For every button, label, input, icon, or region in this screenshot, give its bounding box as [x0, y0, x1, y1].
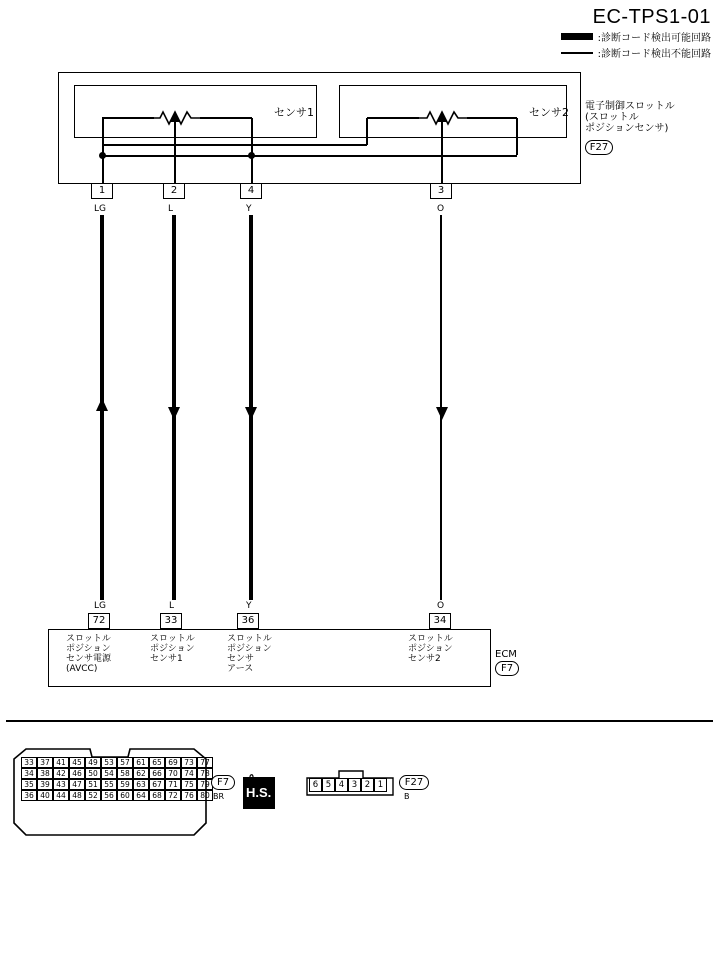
- sensor-wire-color-4: Y: [246, 204, 252, 214]
- footer-tps-connector-color: B: [404, 792, 410, 801]
- pin-cell: 40: [37, 790, 53, 801]
- ecm-terminal-desc-33: [150, 634, 230, 664]
- pin-cell: 79: [197, 779, 213, 790]
- section-divider: [6, 720, 713, 722]
- power-bus-line: [102, 155, 517, 157]
- ecm-terminal-desc-72: [66, 634, 146, 674]
- pin-cell: 67: [149, 779, 165, 790]
- ecm-terminal-desc-36: [227, 634, 307, 674]
- arrow-up-icon: [94, 398, 110, 420]
- desc-line: センサ電源: [66, 654, 112, 664]
- pin-cell: 5: [322, 778, 335, 792]
- pin-cell: 52: [85, 790, 101, 801]
- legend-label: :診断コード検出不能回路: [597, 49, 711, 60]
- desc-line: アース: [227, 664, 254, 674]
- legend-item-detectable: [561, 30, 711, 43]
- pin-cell: 45: [69, 757, 85, 768]
- sensor-terminal-4: 4: [240, 183, 262, 199]
- pin-row: [21, 768, 213, 779]
- desc-line: センサ: [227, 654, 255, 664]
- desc-line: スロットル: [408, 634, 453, 644]
- pin-cell: 48: [69, 790, 85, 801]
- pin-cell: 65: [149, 757, 165, 768]
- pin-cell: 66: [149, 768, 165, 779]
- desc-line: ポジション: [66, 644, 111, 654]
- pin-cell: 77: [197, 757, 213, 768]
- component-name-line-2: (スロットル: [585, 112, 639, 123]
- pin-cell: 54: [101, 768, 117, 779]
- pin-cell: 70: [165, 768, 181, 779]
- internal-wire: [467, 117, 517, 119]
- pin-cell: 4: [335, 778, 348, 792]
- sensor-terminal-1: 1: [91, 183, 113, 199]
- pin-cell: 72: [165, 790, 181, 801]
- internal-wire: [251, 155, 253, 184]
- internal-wire: [516, 118, 518, 155]
- ecm-label: ECM: [495, 649, 517, 660]
- desc-line: スロットル: [150, 634, 195, 644]
- ecm-wire-color-34: O: [437, 601, 445, 611]
- tps-pin-row: [309, 778, 387, 792]
- pin-cell: 47: [69, 779, 85, 790]
- pin-cell: 42: [53, 768, 69, 779]
- ecm-terminal-33: 33: [160, 613, 182, 629]
- pin-cell: 56: [101, 790, 117, 801]
- pin-cell: 41: [53, 757, 69, 768]
- sensor-wire-color-3: O: [437, 204, 445, 214]
- desc-line: スロットル: [227, 634, 272, 644]
- pin-cell: 68: [149, 790, 165, 801]
- ecm-wire-color-36: Y: [246, 601, 252, 611]
- legend-thin-line-icon: [561, 52, 593, 54]
- footer-ecm-connector-id: F7: [211, 775, 235, 790]
- ecm-terminal-72: 72: [88, 613, 110, 629]
- sensor-wire-color-2: L: [168, 204, 174, 214]
- ecm-pin-grid: [21, 757, 213, 801]
- pin-cell: 53: [101, 757, 117, 768]
- component-name-line-1: 電子制御スロットル: [585, 101, 675, 112]
- desc-line: センサ2: [408, 654, 441, 664]
- desc-line: センサ1: [150, 654, 183, 664]
- pin-cell: 33: [21, 757, 37, 768]
- pin-row: [21, 790, 213, 801]
- connector-id-f27: F27: [585, 140, 613, 155]
- desc-line: スロットル: [66, 634, 111, 644]
- desc-line: (AVCC): [66, 664, 98, 674]
- internal-wire: [200, 117, 252, 119]
- pin-cell: 57: [117, 757, 133, 768]
- component-name-line-3: ポジションセンサ): [585, 123, 669, 134]
- pin-cell: 62: [133, 768, 149, 779]
- pin-cell: 50: [85, 768, 101, 779]
- legend-label: :診断コード検出可能回路: [597, 33, 711, 44]
- internal-wire: [102, 117, 154, 119]
- page-title: EC-TPS1-01: [592, 6, 711, 28]
- pin-cell: 46: [69, 768, 85, 779]
- pin-cell: 80: [197, 790, 213, 801]
- legend-thick-line-icon: [561, 33, 593, 40]
- ecm-wire-color-72: LG: [94, 601, 106, 611]
- pin-cell: 73: [181, 757, 197, 768]
- pin-cell: 51: [85, 779, 101, 790]
- pin-cell: 60: [117, 790, 133, 801]
- pin-cell: 76: [181, 790, 197, 801]
- pin-cell: 55: [101, 779, 117, 790]
- ecm-wire-color-33: L: [169, 601, 175, 611]
- pin-cell: 59: [117, 779, 133, 790]
- pin-cell: 2: [361, 778, 374, 792]
- pin-row: [21, 757, 213, 768]
- sensor1-label: センサ1: [274, 106, 314, 119]
- footer-ecm-connector-color: BR: [213, 792, 225, 801]
- pin-cell: 74: [181, 768, 197, 779]
- pin-cell: 34: [21, 768, 37, 779]
- pin-cell: 75: [181, 779, 197, 790]
- hs-label: H.S.: [246, 785, 272, 800]
- ecm-connector-id: F7: [495, 661, 519, 676]
- pin-cell: 69: [165, 757, 181, 768]
- pin-cell: 37: [37, 757, 53, 768]
- pin-cell: 71: [165, 779, 181, 790]
- internal-wire: [367, 117, 419, 119]
- sensor2-label: センサ2: [529, 106, 569, 119]
- pin-cell: 3: [348, 778, 361, 792]
- ecm-terminal-34: 34: [429, 613, 451, 629]
- desc-line: ポジション: [227, 644, 272, 654]
- pin-cell: 36: [21, 790, 37, 801]
- pin-cell: 35: [21, 779, 37, 790]
- pin-cell: 44: [53, 790, 69, 801]
- component-name: [585, 101, 675, 134]
- sensor-terminal-3: 3: [430, 183, 452, 199]
- pin-cell: 38: [37, 768, 53, 779]
- ecm-terminal-36: 36: [237, 613, 259, 629]
- pin-cell: 58: [117, 768, 133, 779]
- desc-line: ポジション: [408, 644, 453, 654]
- ground-bus-line: [102, 144, 367, 146]
- pin-cell: 49: [85, 757, 101, 768]
- pin-cell: 6: [309, 778, 322, 792]
- pin-cell: 1: [374, 778, 387, 792]
- pin-cell: 63: [133, 779, 149, 790]
- pin-row: [21, 779, 213, 790]
- pin-cell: 43: [53, 779, 69, 790]
- sensor-terminal-2: 2: [163, 183, 185, 199]
- legend: [561, 30, 711, 62]
- sensor-wire-color-1: LG: [94, 204, 106, 214]
- desc-line: ポジション: [150, 644, 195, 654]
- ecm-terminal-desc-34: [408, 634, 488, 664]
- legend-item-non-detectable: [561, 46, 711, 59]
- pin-cell: 64: [133, 790, 149, 801]
- pin-cell: 78: [197, 768, 213, 779]
- internal-wire: [366, 118, 368, 145]
- pin-cell: 61: [133, 757, 149, 768]
- footer-tps-connector-id: F27: [399, 775, 429, 790]
- arrow-down-icon: [434, 398, 450, 420]
- pin-cell: 39: [37, 779, 53, 790]
- arrow-down-icon: [166, 398, 182, 420]
- internal-wire: [102, 155, 104, 184]
- arrow-down-icon: [243, 398, 259, 420]
